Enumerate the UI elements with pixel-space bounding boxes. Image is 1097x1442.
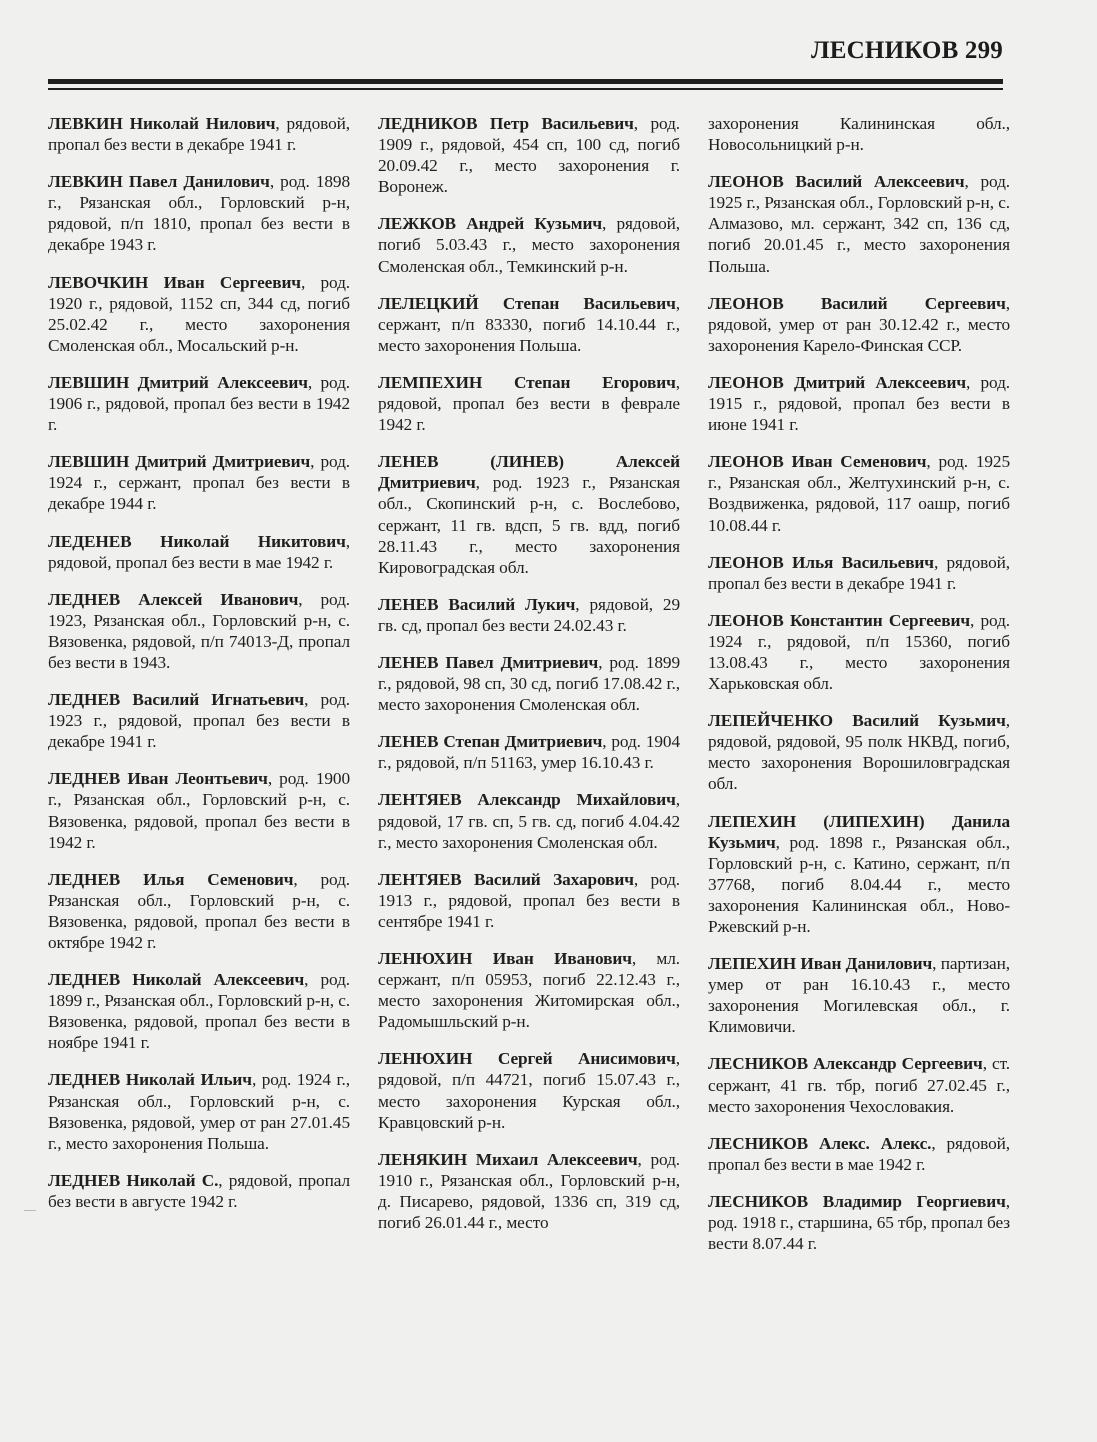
record-entry bbox=[708, 171, 1010, 276]
record-details: , рядовой, пропал без вести в декабре 1941 г. bbox=[708, 552, 1010, 593]
record-details: , рядовой, пропал без вести в мае 1942 г. bbox=[48, 531, 350, 572]
record-name: ЛЕНТЯЕВ Александр Михайлович bbox=[378, 790, 676, 810]
record-entry bbox=[708, 451, 1010, 535]
record-name: ЛЕДНИКОВ Петр Васильевич bbox=[378, 114, 634, 133]
record-name: ЛЕПЕХИН Иван Данилович bbox=[708, 954, 933, 974]
record-entry bbox=[708, 113, 1010, 155]
record-name: ЛЕВКИН Николай Нилович bbox=[48, 114, 276, 133]
header-rule-thin bbox=[48, 88, 1003, 90]
record-entry bbox=[48, 372, 350, 435]
record-name: ЛЕСНИКОВ Александр Сергеевич bbox=[708, 1054, 983, 1074]
record-name: ЛЕНТЯЕВ Василий Захарович bbox=[378, 869, 634, 889]
record-details: , рядовой, пропал без вести в декабре 1941 г. bbox=[48, 114, 350, 155]
record-entry bbox=[708, 293, 1010, 356]
record-details: , рядовой, пропал без вести в феврале 1942 г. bbox=[378, 372, 680, 435]
record-name: ЛЕДНЕВ Илья Семенович bbox=[48, 869, 294, 889]
column-left bbox=[48, 113, 350, 1333]
record-entry bbox=[708, 610, 1010, 694]
record-entry bbox=[708, 372, 1010, 435]
record-details: , рядовой, 29 гв. сд, пропал без вести 24.02.43 г. bbox=[378, 594, 680, 635]
record-name: ЛЕМПЕХИН Степан Егорович bbox=[378, 372, 676, 392]
column-middle bbox=[378, 113, 680, 1333]
record-name: ЛЕДЕНЕВ Николай Никитович bbox=[48, 531, 346, 551]
record-details: , рядовой, 17 гв. сп, 5 гв. сд, погиб 4.04.42 г., место захоронения Смоленская обл. bbox=[378, 790, 680, 852]
record-name: ЛЕДНЕВ Николай Ильич bbox=[48, 1070, 252, 1090]
record-details: , род. 1923 г., рядовой, пропал без вести в декабре 1941 г. bbox=[48, 690, 350, 752]
record-details: , род. 1904 г., рядовой, п/п 51163, умер 16.10.43 г. bbox=[378, 732, 680, 773]
record-name: ЛЕНЕВ (ЛИНЕВ) Алексей Дмитриевич bbox=[378, 452, 680, 493]
record-entry bbox=[48, 113, 350, 155]
record-details: , ст. сержант, 41 гв. тбр, погиб 27.02.45 г., место захоронения Чехословакия. bbox=[708, 1054, 1010, 1116]
record-name: ЛЕОНОВ Василий Сергеевич bbox=[708, 293, 1006, 313]
record-details: , род. 1924 г., рядовой, п/п 15360, погиб 13.08.43 г., место захоронения Харьковская обл. bbox=[708, 610, 1010, 694]
record-details: , род. 1920 г., рядовой, 1152 сп, 344 сд, погиб 25.02.42 г., место захоронения Смоленская обл., Мосальский р-н. bbox=[48, 272, 351, 355]
record-name: ЛЕОНОВ Иван Семенович bbox=[708, 452, 927, 472]
record-entry bbox=[378, 869, 680, 932]
record-entry bbox=[378, 113, 680, 197]
record-name: ЛЕВКИН Павел Данилович bbox=[48, 172, 270, 192]
record-details: , род. 1910 г., Рязанская обл., Горловский р-н, д. Писарево, рядовой, 1336 сп, 319 сд, погиб 26.01.44 г., место bbox=[378, 1149, 681, 1233]
record-details: , рядовой, рядовой, 95 полк НКВД, погиб, место захоронения Ворошиловградская обл. bbox=[708, 711, 1010, 794]
record-entry bbox=[378, 789, 680, 852]
record-entry bbox=[48, 768, 350, 852]
record-details: , род. 1915 г., рядовой, пропал без вести в июне 1941 г. bbox=[708, 372, 1010, 435]
record-entry bbox=[48, 531, 350, 573]
running-title: ЛЕСНИКОВ 299 bbox=[810, 37, 1003, 64]
record-name: ЛЕДНЕВ Николай Алексеевич bbox=[48, 970, 305, 990]
record-name: ЛЕДНЕВ Иван Леонтьевич bbox=[48, 769, 268, 789]
record-name: ЛЕНЮХИН Сергей Анисимович bbox=[378, 1049, 676, 1069]
record-name: ЛЕОНОВ Дмитрий Алексеевич bbox=[708, 372, 966, 392]
record-entry bbox=[48, 272, 350, 356]
record-details: , рядовой, п/п 44721, погиб 15.07.43 г., место захоронения Курская обл., Кравцовский р-н. bbox=[378, 1049, 680, 1132]
record-name: ЛЕВШИН Дмитрий Алексеевич bbox=[48, 372, 308, 392]
record-details: , род. 1923, Рязанская обл., Горловский р-н, с. Вязовенка, рядовой, п/п 74013-Д, пропал без вести в 1943. bbox=[48, 589, 350, 672]
record-entry bbox=[378, 451, 680, 578]
record-name: ЛЕДНЕВ Николай С. bbox=[48, 1170, 219, 1190]
record-details: , сержант, п/п 83330, погиб 14.10.44 г., место захоронения Польша. bbox=[378, 293, 680, 355]
record-name: ЛЕЛЕЦКИЙ Степан Васильевич bbox=[378, 293, 676, 313]
record-name: ЛЕСНИКОВ Алекс. Алекс. bbox=[708, 1133, 932, 1153]
record-entry bbox=[378, 372, 680, 435]
record-details: , род. 1913 г., рядовой, пропал без вести в сентябре 1941 г. bbox=[378, 869, 680, 931]
record-entry bbox=[708, 710, 1010, 794]
record-entry bbox=[378, 293, 680, 356]
record-name: ЛЕНЕВ Василий Лукич bbox=[378, 594, 576, 614]
page-header bbox=[48, 37, 1003, 97]
record-details: , род. 1923 г., Рязанская обл., Скопинский р-н, с. Вослебово, сержант, 11 гв. вдсп, 5 гв. вдд, погиб 28.11.43 г., место захоронения Кировоградская обл. bbox=[378, 473, 680, 577]
header-rule-thick bbox=[48, 79, 1003, 84]
record-details: , рядовой, умер от ран 30.12.42 г., место захоронения Карело-Финская ССР. bbox=[708, 293, 1010, 355]
record-name: ЛЕСНИКОВ Владимир Георгиевич bbox=[708, 1191, 1006, 1211]
record-details: , род. 1924 г., Рязанская обл., Горловский р-н, с. Вязовенка, рядовой, умер от ран 27.01.45 г., место захоронения Польша. bbox=[48, 1070, 350, 1153]
record-entry bbox=[48, 1170, 350, 1212]
record-details: , рядовой, пропал без вести в мае 1942 г. bbox=[708, 1133, 1010, 1174]
record-name: ЛЕПЕХИН (ЛИПЕХИН) Данила Кузьмич bbox=[708, 811, 1010, 852]
record-details: , рядовой, пропал без вести в августе 1942 г. bbox=[48, 1170, 350, 1211]
record-entry bbox=[378, 652, 680, 715]
record-entry bbox=[378, 213, 680, 276]
record-entry bbox=[708, 1191, 1010, 1254]
record-entry bbox=[48, 969, 350, 1053]
record-entry bbox=[48, 689, 350, 752]
record-entry bbox=[708, 552, 1010, 594]
record-name: ЛЕЖКОВ Андрей Кузьмич bbox=[378, 214, 602, 234]
record-details: , род. Рязанская обл., Горловский р-н, с. Вязовенка, рядовой, пропал без вести в октябре 1942 г. bbox=[48, 869, 350, 952]
record-name: ЛЕВШИН Дмитрий Дмитриевич bbox=[48, 452, 311, 472]
record-entry bbox=[48, 869, 350, 953]
record-name: ЛЕОНОВ Илья Васильевич bbox=[708, 552, 934, 572]
record-name: ЛЕВОЧКИН Иван Сергеевич bbox=[48, 272, 301, 292]
record-details: , рядовой, погиб 5.03.43 г., место захоронения Смоленская обл., Темкинский р-н. bbox=[378, 214, 680, 276]
record-details: , род. 1900 г., Рязанская обл., Горловский р-н, с. Вязовенка, рядовой, пропал без вести в 1942 г. bbox=[48, 769, 350, 852]
record-name: ЛЕНЕВ Павел Дмитриевич bbox=[378, 652, 599, 672]
record-details: , род. 1898 г., Рязанская обл., Горловский р-н, с. Катино, сержант, п/п 37768, погиб 8.04.44 г., место захоронения Калининская обл., Ново-Ржевский р-н. bbox=[708, 832, 1010, 936]
record-name: ЛЕНЕВ Степан Дмитриевич bbox=[378, 732, 603, 752]
record-entry bbox=[48, 171, 350, 255]
record-details: , мл. сержант, п/п 05953, погиб 22.12.43 г., место захоронения Житомирская обл., Радомышльский р-н. bbox=[378, 949, 680, 1032]
record-name: ЛЕНЯКИН Михаил Алексеевич bbox=[378, 1149, 638, 1169]
record-name: ЛЕОНОВ Константин Сергеевич bbox=[708, 610, 970, 630]
record-name: ЛЕНЮХИН Иван Иванович bbox=[378, 949, 632, 968]
record-details: , род. 1909 г., рядовой, 454 сп, 100 сд, погиб 20.09.42 г., место захоронения г. Воронеж. bbox=[378, 114, 681, 197]
record-entry bbox=[378, 948, 680, 1032]
record-details: , партизан, умер от ран 16.10.43 г., место захоронения Могилевская обл., г. Климовичи. bbox=[708, 954, 1010, 1037]
record-details: , род. 1906 г., рядовой, пропал без вести в 1942 г. bbox=[48, 372, 350, 435]
record-entry bbox=[708, 1133, 1010, 1175]
record-details: , род. 1899 г., Рязанская обл., Горловский р-н, с. Вязовенка, рядовой, пропал без вести в ноябре 1941 г. bbox=[48, 970, 350, 1053]
record-entry bbox=[48, 589, 350, 673]
record-entry bbox=[48, 451, 350, 514]
record-entry bbox=[378, 731, 680, 773]
record-details: , род. 1924 г., сержант, пропал без вести в декабре 1944 г. bbox=[48, 452, 351, 514]
record-entry bbox=[708, 1053, 1010, 1116]
record-details: , род. 1925 г., Рязанская обл., Горловский р-н, с. Алмазово, мл. сержант, 342 сп, 136 сд, погиб 20.01.45 г., место захоронения Польша. bbox=[708, 172, 1010, 276]
record-entry bbox=[48, 1069, 350, 1153]
record-entry bbox=[378, 594, 680, 636]
record-entry bbox=[378, 1048, 680, 1132]
record-entry bbox=[708, 811, 1010, 938]
record-details: , род. 1899 г., рядовой, 98 сп, 30 сд, погиб 17.08.42 г., место захоронения Смоленская обл. bbox=[378, 652, 680, 715]
margin-mark bbox=[24, 1210, 36, 1211]
record-entry bbox=[378, 1149, 680, 1233]
record-name: ЛЕДНЕВ Алексей Иванович bbox=[48, 589, 299, 609]
record-details: захоронения Калининская обл., Новосольницкий р-н. bbox=[708, 114, 1010, 155]
entries-columns bbox=[48, 113, 1010, 1333]
record-details: , род. 1898 г., Рязанская обл., Горловский р-н, рядовой, п/п 1810, пропал без вести в декабре 1943 г. bbox=[48, 172, 350, 255]
record-details: , род. 1918 г., старшина, 65 тбр, пропал без вести 8.07.44 г. bbox=[708, 1191, 1010, 1254]
record-entry bbox=[708, 953, 1010, 1037]
record-name: ЛЕДНЕВ Василий Игнатьевич bbox=[48, 690, 305, 710]
record-name: ЛЕОНОВ Василий Алексеевич bbox=[708, 172, 965, 192]
record-name: ЛЕПЕЙЧЕНКО Василий Кузьмич bbox=[708, 711, 1006, 731]
column-right bbox=[708, 113, 1010, 1333]
record-details: , род. 1925 г., Рязанская обл., Желтухинский р-н, с. Воздвиженка, рядовой, 117 оашр, погиб 10.08.44 г. bbox=[708, 452, 1010, 535]
